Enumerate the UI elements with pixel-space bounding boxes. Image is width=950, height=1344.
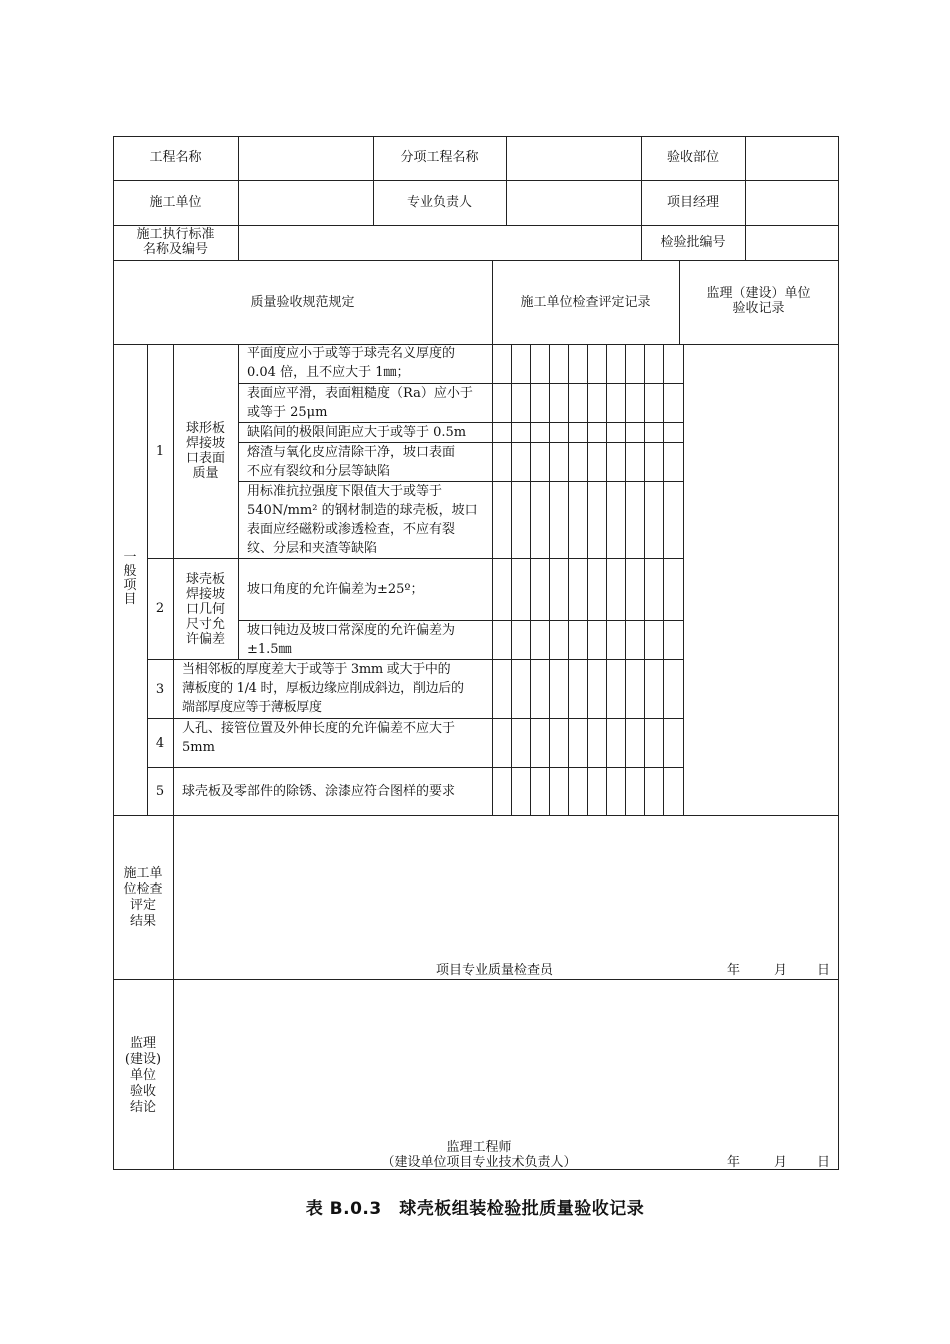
date-year: 年 (727, 1155, 741, 1170)
item-number: 1 (155, 444, 165, 459)
general-items-label: 一 般 项 目 (123, 550, 137, 607)
standard-label-line1: 施工执行标准 (136, 227, 215, 242)
construction-record-header: 施工单位检查评定记录 (520, 295, 651, 310)
specialist-field[interactable] (507, 181, 641, 225)
sub-project-label: 分项工程名称 (400, 150, 479, 165)
requirement-text: 熔渣与氧化皮应清除干净，坡口表面 不应有裂纹和分层等缺陷 (247, 445, 456, 479)
date-day: 日 (817, 963, 831, 978)
date-month: 月 (774, 1155, 788, 1170)
project-name-field[interactable] (239, 137, 373, 180)
construction-result-label: 施工单 位检查 评定 结果 (123, 866, 163, 929)
requirement-text: 用标准抗拉强度下限值大于或等于 540N/mm² 的钢材制造的球壳板，坡口 表面应经磁粉或渗透检查，不应有裂 纹、分层和夹渣等缺陷 (247, 484, 478, 556)
requirement-text: 当相邻板的厚度差大于或等于 3mm 或大于中的 薄板度的 1/4 时，厚板边缘应削成斜边，削边后的 端部厚度应等于薄板厚度 (182, 662, 464, 715)
standard-label-line2: 名称及编号 (142, 242, 208, 257)
supervision-record-header-line1: 监理（建设）单位 (706, 286, 811, 301)
item-number: 4 (155, 736, 165, 751)
item-name: 球形板 焊接坡 口表面 质量 (185, 421, 225, 481)
date-month: 月 (774, 963, 788, 978)
batch-no-label: 检验批编号 (660, 235, 726, 250)
requirement-text: 坡口钝边及坡口常深度的允许偏差为 ±1.5㎜ (247, 623, 456, 657)
requirement-text: 平面度应小于或等于球壳名义厚度的 0.04 倍，且不应大于 1㎜； (247, 346, 456, 380)
item-number: 5 (155, 784, 165, 799)
supervision-record-header-line2: 验收记录 (732, 301, 785, 316)
acceptance-part-field[interactable] (746, 137, 838, 180)
requirement-text: 坡口角度的允许偏差为±25º； (247, 582, 424, 597)
supervision-conclusion-field[interactable] (174, 980, 838, 1138)
item-name: 球壳板 焊接坡 口几何 尺寸允 许偏差 (185, 572, 225, 647)
supervision-engineer-signer: 监理工程师 （建设单位项目专业技术负责人） (381, 1140, 577, 1170)
construction-unit-field[interactable] (239, 181, 373, 225)
acceptance-part-label: 验收部位 (666, 150, 719, 165)
project-name-label: 工程名称 (149, 150, 202, 165)
requirement-text: 表面应平滑，表面粗糙度（Ra）应小于 或等于 25μm (247, 386, 473, 420)
item-number: 3 (155, 682, 165, 697)
spec-header: 质量验收规范规定 (250, 295, 355, 310)
specialist-label: 专业负责人 (406, 195, 472, 210)
construction-result-field[interactable] (174, 816, 838, 962)
project-manager-field[interactable] (746, 181, 838, 225)
standard-label (113, 227, 238, 257)
requirement-text: 缺陷间的极限间距应大于或等于 0.5m (247, 425, 467, 440)
requirement-text: 人孔、接管位置及外伸长度的允许偏差不应大于 5mm (182, 721, 456, 755)
supervision-record-header (679, 286, 838, 316)
date-day: 日 (817, 1155, 831, 1170)
table-caption: 表 B.0.3 球壳板组装检验批质量验收记录 (305, 1199, 645, 1219)
construction-unit-label: 施工单位 (149, 195, 202, 210)
project-manager-label: 项目经理 (666, 195, 719, 210)
supervision-conclusion-label: 监理 (建设) 单位 验收 结论 (124, 1036, 162, 1115)
batch-no-field[interactable] (746, 226, 838, 260)
item-number: 2 (155, 601, 165, 616)
date-year: 年 (727, 963, 741, 978)
standard-field[interactable] (239, 226, 641, 260)
requirement-text: 球壳板及零部件的除锈、涂漆应符合图样的要求 (182, 784, 456, 799)
quality-inspector-signer: 项目专业质量检查员 (436, 963, 554, 978)
sub-project-field[interactable] (507, 137, 641, 180)
